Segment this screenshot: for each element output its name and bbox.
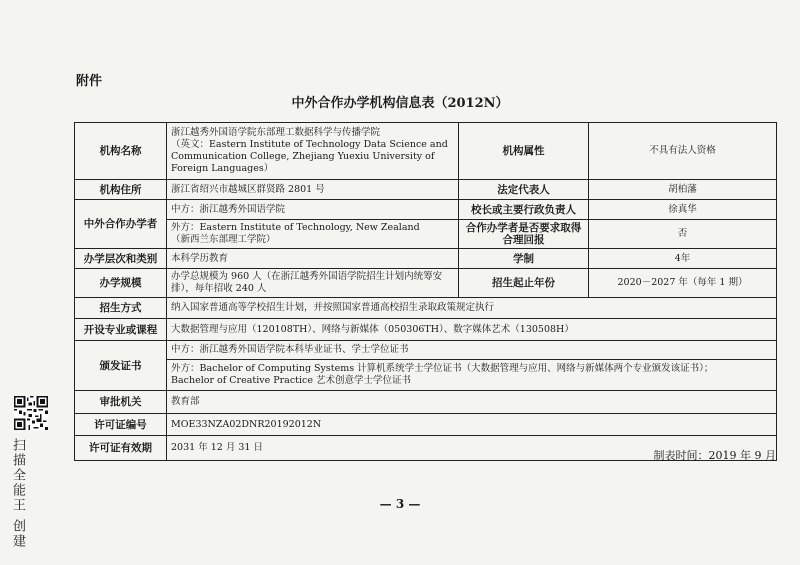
legal-rep-value: 胡柏藩 (589, 180, 777, 200)
institution-name-label: 机构名称 (75, 123, 167, 180)
majors-label: 开设专业或课程 (75, 319, 167, 341)
table-row (75, 360, 777, 391)
license-no-value: MOE33NZA02DNR20192012N (167, 414, 777, 436)
qr-code-icon (14, 396, 48, 430)
return-label: 合作办学者是否要求取得合理回报 (459, 220, 589, 249)
level-value: 本科学历教育 (167, 249, 459, 269)
institution-name-cn: 浙江越秀外国语学院东部理工数据科学与传播学院 (171, 127, 381, 138)
table-row (75, 319, 777, 341)
legal-rep-label: 法定代表人 (459, 180, 589, 200)
table-row (75, 180, 777, 200)
license-no-label: 许可证编号 (75, 414, 167, 436)
attachment-label: 附件 (76, 74, 103, 89)
license-valid-label: 许可证有效期 (75, 436, 167, 461)
table-row (75, 298, 777, 319)
foreign-cert-value (167, 360, 777, 391)
certificates-label: 颁发证书 (75, 341, 167, 391)
table-row (75, 414, 777, 436)
table-row (75, 341, 777, 360)
enrollment-value: 纳入国家普通高等学校招生计划，并按照国家普通高校招生录取政策规定执行 (167, 298, 777, 319)
foreign-partner-line2: （新西兰东部理工学院） (171, 234, 276, 245)
cn-partner-value: 中方：浙江越秀外国语学院 (167, 200, 459, 220)
principal-label: 校长或主要行政负责人 (459, 200, 589, 220)
table-row (75, 249, 777, 269)
table-row (75, 269, 777, 298)
approval-label: 审批机关 (75, 391, 167, 414)
principal-value: 徐真华 (589, 200, 777, 220)
enrollment-label: 招生方式 (75, 298, 167, 319)
scanner-watermark: 扫描全能王 创建 (10, 438, 25, 550)
document-title: 中外合作办学机构信息表（2012N） (291, 96, 509, 111)
scale-label: 办学规模 (75, 269, 167, 298)
institution-attr-label: 机构属性 (459, 123, 589, 180)
cn-cert-value: 中方：浙江越秀外国语学院本科毕业证书、学士学位证书 (167, 341, 777, 360)
period-value: 2020－2027 年（每年 1 期） (589, 269, 777, 298)
table-row (75, 391, 777, 414)
page-number: — 3 — (379, 497, 421, 511)
table-row (75, 200, 777, 220)
level-label: 办学层次和类别 (75, 249, 167, 269)
institution-name-value (167, 123, 459, 180)
scale-value: 办学总规模为 960 人（在浙江越秀外国语学院招生计划内统筹安排），每年招收 240 人 (167, 269, 459, 298)
table-row (75, 220, 777, 249)
partners-label: 中外合作办学者 (75, 200, 167, 249)
duration-value: 4年 (589, 249, 777, 269)
return-value: 否 (589, 220, 777, 249)
institution-attr-value: 不具有法人资格 (589, 123, 777, 180)
period-label: 招生起止年份 (459, 269, 589, 298)
address-value: 浙江省绍兴市越城区群贤路 2801 号 (167, 180, 459, 200)
foreign-partner-value (167, 220, 459, 249)
foreign-cert-line2: Bachelor of Creative Practice 艺术创意学士学位证书 (171, 375, 411, 386)
foreign-partner-line1: 外方：Eastern Institute of Technology, New Zealand (171, 222, 420, 233)
license-valid-value: 2031 年 12 月 31 日 (167, 436, 777, 461)
approval-value: 教育部 (167, 391, 777, 414)
made-time: 制表时间：2019 年 9 月 (653, 449, 776, 462)
foreign-cert-line1: 外方：Bachelor of Computing Systems 计算机系统学士学位证书（大数据管理与应用、网络与新媒体两个专业颁发该证书）； (171, 363, 714, 374)
address-label: 机构住所 (75, 180, 167, 200)
institution-info-table (74, 122, 777, 461)
institution-name-en: （英文：Eastern Institute of Technology Data Science and Communication College, Zhejiang Yuexiu University of Foreign Languages） (171, 139, 448, 174)
table-row (75, 123, 777, 180)
duration-label: 学制 (459, 249, 589, 269)
majors-value: 大数据管理与应用（120108TH）、网络与新媒体（050306TH）、数字媒体艺术（130508H） (167, 319, 777, 341)
